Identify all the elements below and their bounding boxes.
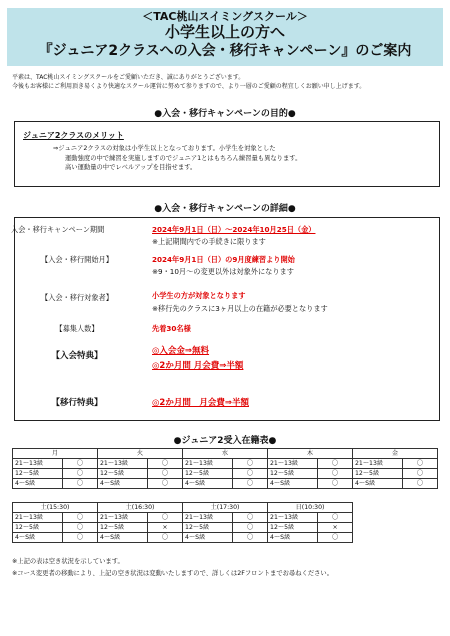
header-banner bbox=[7, 8, 443, 66]
availability-cell: 〇 bbox=[403, 459, 438, 469]
availability-cell: 〇 bbox=[63, 533, 98, 543]
availability-cell: 〇 bbox=[63, 523, 98, 533]
schedule-day-header: 木 bbox=[268, 449, 353, 459]
grade-cell: 21～13級 bbox=[183, 459, 233, 469]
merit-box bbox=[14, 121, 440, 187]
grade-cell: 12～5級 bbox=[183, 523, 233, 533]
availability-cell: 〇 bbox=[233, 513, 268, 523]
grade-cell: 4～S級 bbox=[13, 533, 63, 543]
merit-line-1: ⇒ジュニア2クラスの対象は小学生以上となっております。小学生を対象とした bbox=[53, 145, 276, 152]
grade-cell: 21～13級 bbox=[13, 459, 63, 469]
schedule-day-header: 日(10:30) bbox=[268, 503, 353, 513]
merit-line-2: 運動強度の中で練習を実施しますのでジュニア1とはもちろん練習量も異なります。 bbox=[65, 154, 302, 162]
schedule-day-header: 土(15:30) bbox=[13, 503, 98, 513]
availability-cell: 〇 bbox=[318, 479, 353, 489]
table-row bbox=[13, 523, 353, 533]
grade-cell: 4～S級 bbox=[268, 479, 318, 489]
school-name: ＜TAC桃山スイミングスクール＞ bbox=[142, 10, 308, 23]
merit-heading: ジュニア2クラスのメリット bbox=[23, 131, 124, 140]
availability-cell: × bbox=[148, 523, 183, 533]
note-line-2: ※コース変更者の移動により、上記の空き状況は変動いたしますので、詳しくは2Fフロントまでお尋ねください。 bbox=[12, 570, 334, 577]
availability-cell: 〇 bbox=[148, 533, 183, 543]
transfer-benefit-label: 【移行特典】 bbox=[51, 398, 103, 408]
availability-cell: 〇 bbox=[63, 513, 98, 523]
grade-cell: 12～5級 bbox=[353, 469, 403, 479]
schedule-day-header: 火 bbox=[98, 449, 183, 459]
grade-cell: 4～S級 bbox=[183, 533, 233, 543]
join-benefit-1: ◎入会金⇒無料 bbox=[152, 346, 210, 356]
join-benefit-2: ◎2か月間 月会費⇒半額 bbox=[152, 361, 244, 371]
availability-cell: 〇 bbox=[233, 523, 268, 533]
grade-cell: 4～S級 bbox=[98, 479, 148, 489]
details-section-title: ●入会・移行キャンペーンの詳細● bbox=[154, 204, 296, 214]
target-note: ※移行先のクラスに3ヶ月以上の在籍が必要となります bbox=[152, 304, 328, 313]
weekend-schedule-table bbox=[12, 502, 353, 543]
availability-cell: 〇 bbox=[318, 459, 353, 469]
table-row bbox=[13, 459, 438, 469]
grade-cell: 21～13級 bbox=[268, 459, 318, 469]
grade-cell: 12～5級 bbox=[13, 469, 63, 479]
weekday-schedule-table bbox=[12, 448, 438, 489]
notes bbox=[12, 556, 442, 580]
schedule-day-header: 土(17:30) bbox=[183, 503, 268, 513]
availability-cell: 〇 bbox=[63, 469, 98, 479]
period-note: ※上記期間内での手続きに限ります bbox=[152, 237, 266, 246]
quota-label: 【募集人数】 bbox=[55, 324, 99, 333]
merit-body bbox=[53, 144, 433, 173]
intro-text bbox=[12, 73, 440, 91]
grade-cell: 12～5級 bbox=[98, 469, 148, 479]
intro-line-2: 今後もお客様にご利用頂き易くより快適なスクール運営に努めて参りますので、より一層のご愛顧の程宜しくお願い申し上げます。 bbox=[12, 83, 366, 90]
grade-cell: 21～13級 bbox=[268, 513, 318, 523]
availability-cell: 〇 bbox=[148, 479, 183, 489]
start-value: 2024年9月1日（日）の9月度練習より開始 bbox=[152, 255, 295, 264]
join-benefit-label: 【入会特典】 bbox=[51, 351, 103, 361]
availability-cell: 〇 bbox=[403, 479, 438, 489]
table-row bbox=[13, 479, 438, 489]
note-line-1: ※上記の表は空き状況を示しています。 bbox=[12, 558, 124, 565]
intro-line-1: 平素は、TAC桃山スイミングスクールをご愛顧いただき、誠にありがとうございます。 bbox=[12, 74, 245, 81]
grade-cell: 21～13級 bbox=[183, 513, 233, 523]
grade-cell: 21～13級 bbox=[353, 459, 403, 469]
availability-cell: 〇 bbox=[318, 513, 353, 523]
grade-cell: 4～S級 bbox=[268, 533, 318, 543]
grade-cell: 12～5級 bbox=[13, 523, 63, 533]
schedule-section-title: ●ジュニア2受入在籍表● bbox=[173, 436, 277, 446]
details-box bbox=[11, 217, 440, 421]
grade-cell: 12～5級 bbox=[268, 523, 318, 533]
grade-cell: 21～13級 bbox=[98, 459, 148, 469]
grade-cell: 21～13級 bbox=[98, 513, 148, 523]
table-row bbox=[13, 469, 438, 479]
availability-cell: 〇 bbox=[63, 459, 98, 469]
availability-cell: 〇 bbox=[233, 479, 268, 489]
availability-cell: 〇 bbox=[318, 533, 353, 543]
grade-cell: 4～S級 bbox=[183, 479, 233, 489]
availability-cell: 〇 bbox=[148, 513, 183, 523]
start-note: ※9・10月～の変更以外は対象外になります bbox=[152, 267, 294, 276]
audience-title: 小学生以上の方へ bbox=[164, 23, 285, 41]
grade-cell: 21～13級 bbox=[13, 513, 63, 523]
grade-cell: 12～5級 bbox=[98, 523, 148, 533]
quota-value: 先着30名様 bbox=[152, 324, 191, 333]
start-label: 【入会・移行開始月】 bbox=[41, 255, 113, 264]
table-row bbox=[13, 533, 353, 543]
availability-cell: 〇 bbox=[63, 479, 98, 489]
grade-cell: 12～5級 bbox=[183, 469, 233, 479]
table-row bbox=[13, 513, 353, 523]
target-value: 小学生の方が対象となります bbox=[152, 291, 246, 300]
period-value: 2024年9月1日（日）～2024年10月25日（金） bbox=[152, 225, 316, 234]
grade-cell: 4～S級 bbox=[353, 479, 403, 489]
availability-cell: 〇 bbox=[403, 469, 438, 479]
grade-cell: 4～S級 bbox=[98, 533, 148, 543]
availability-cell: 〇 bbox=[233, 533, 268, 543]
grade-cell: 12～5級 bbox=[268, 469, 318, 479]
purpose-section-title: ●入会・移行キャンペーンの目的● bbox=[154, 109, 296, 119]
schedule-day-header: 金 bbox=[353, 449, 438, 459]
availability-cell: 〇 bbox=[148, 459, 183, 469]
schedule-day-header: 月 bbox=[13, 449, 98, 459]
period-label: 入会・移行キャンペーン期間 bbox=[11, 225, 105, 234]
availability-cell: × bbox=[318, 523, 353, 533]
merit-line-3: 高い運動量の中でレベルアップを目指せます。 bbox=[65, 164, 197, 172]
availability-cell: 〇 bbox=[318, 469, 353, 479]
grade-cell: 4～S級 bbox=[13, 479, 63, 489]
schedule-day-header: 水 bbox=[183, 449, 268, 459]
availability-cell: 〇 bbox=[233, 469, 268, 479]
availability-cell: 〇 bbox=[148, 469, 183, 479]
campaign-title: 『ジュニア2クラスへの入会・移行キャンペーン』のご案内 bbox=[38, 43, 412, 59]
target-label: 【入会・移行対象者】 bbox=[41, 293, 113, 302]
availability-cell: 〇 bbox=[233, 459, 268, 469]
schedule-day-header: 土(16:30) bbox=[98, 503, 183, 513]
transfer-benefit: ◎2か月間 月会費⇒半額 bbox=[152, 398, 249, 408]
